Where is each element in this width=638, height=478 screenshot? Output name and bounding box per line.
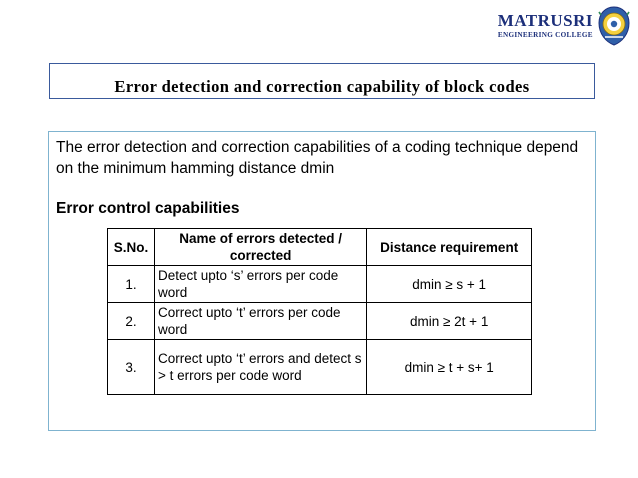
row-sno: 2. [108, 303, 155, 340]
row-name: Correct upto ‘t’ errors and detect s > t errors per code word [154, 340, 366, 395]
table-row [108, 303, 532, 340]
college-seal-icon [596, 6, 632, 46]
intro-paragraph: The error detection and correction capabilities of a coding technique depend on the minimum hamming distance dmin [56, 139, 579, 177]
row-name: Detect upto ‘s’ errors per code word [154, 266, 366, 303]
content-box [48, 131, 596, 431]
row-sno: 3. [108, 340, 155, 395]
table-row [108, 266, 532, 303]
row-sno: 1. [108, 266, 155, 303]
row-distance: dmin ≥ s + 1 [367, 266, 532, 303]
slide-title: Error detection and correction capability of block codes [114, 77, 530, 96]
table-row [108, 340, 532, 395]
row-distance: dmin ≥ 2t + 1 [367, 303, 532, 340]
header-distance: Distance requirement [367, 229, 532, 266]
college-logo [498, 6, 632, 46]
header-sno: S.No. [108, 229, 155, 266]
slide-title-box [49, 63, 595, 99]
logo-name: MATRUSRI [497, 11, 593, 31]
error-capability-table [107, 228, 532, 395]
header-name: Name of errors detected / corrected [154, 229, 366, 266]
table-header-row [108, 229, 532, 266]
logo-text-block [498, 12, 593, 39]
section-heading: Error control capabilities [56, 200, 240, 217]
logo-subtitle: ENGINEERING COLLEGE [497, 31, 593, 40]
row-name: Correct upto ‘t’ errors per code word [154, 303, 366, 340]
row-distance: dmin ≥ t + s+ 1 [367, 340, 532, 395]
